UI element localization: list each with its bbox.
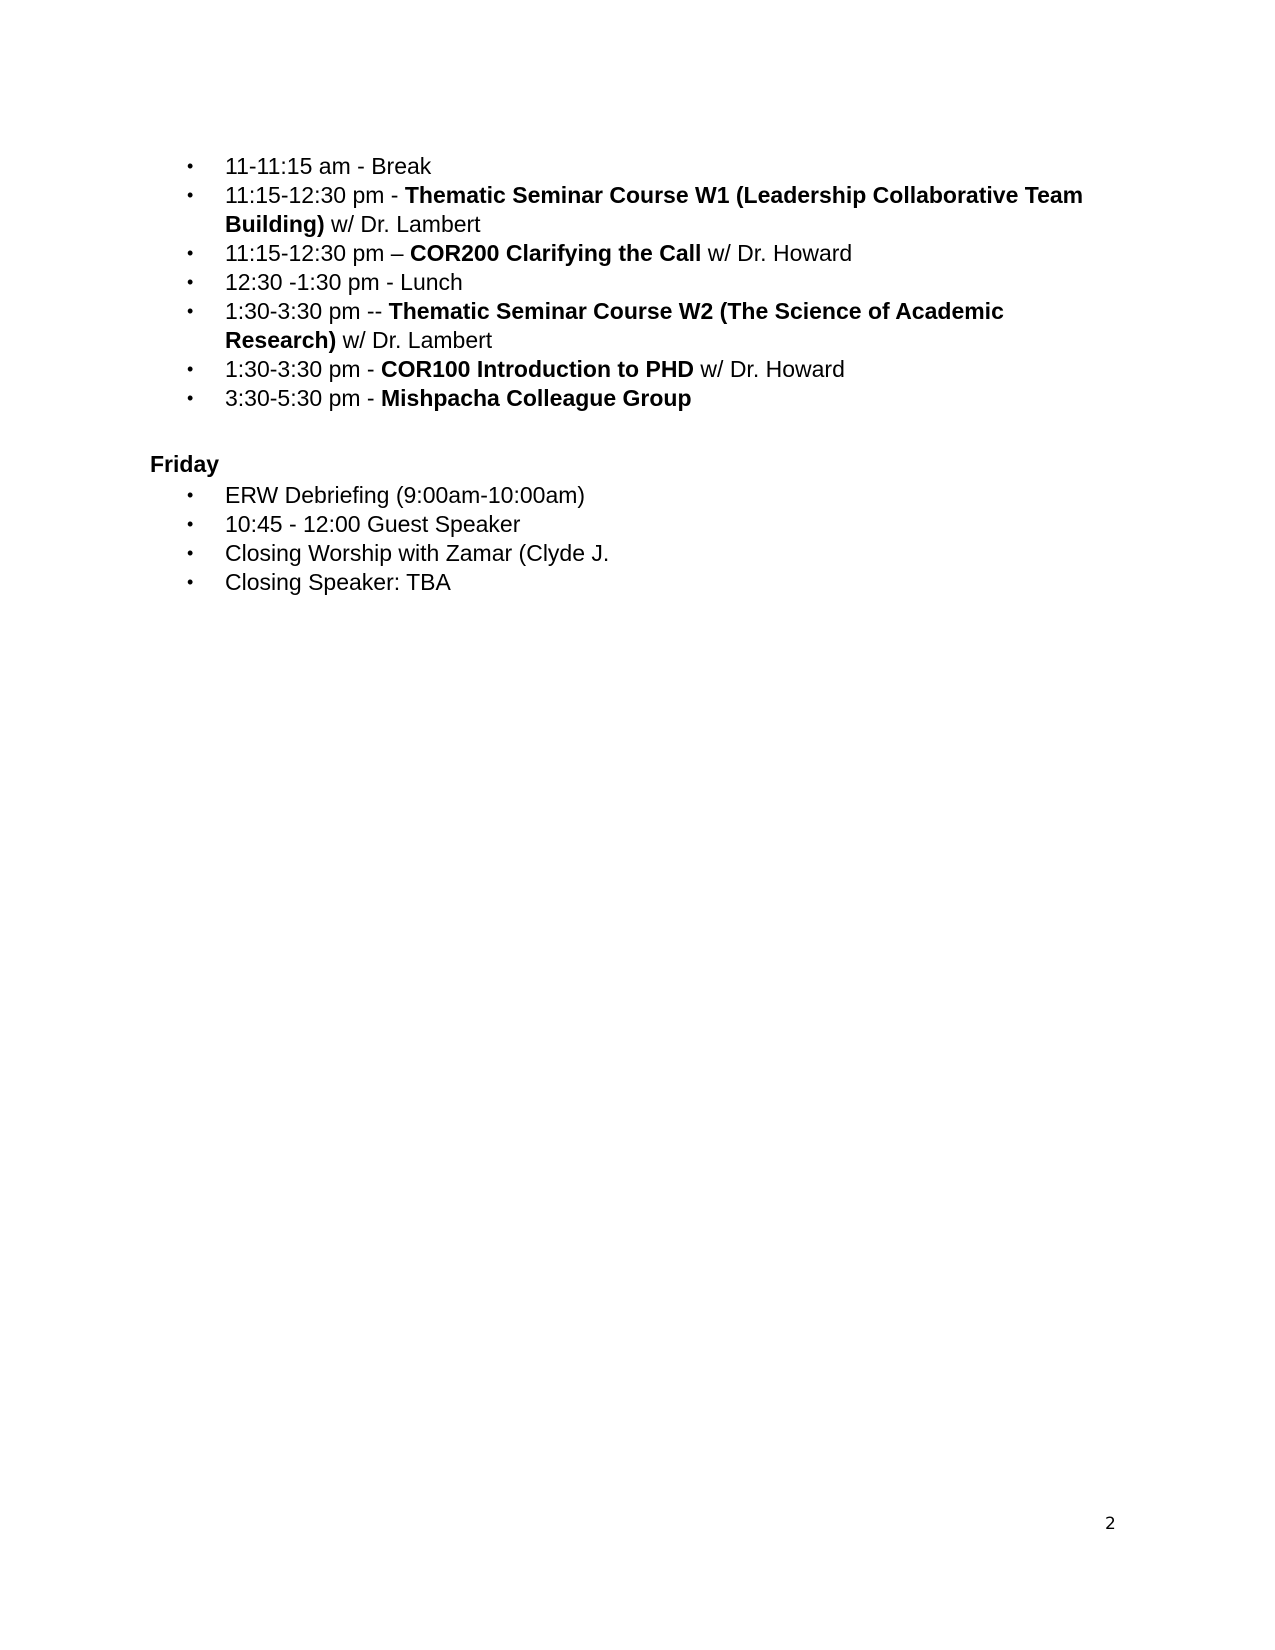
list-item <box>150 355 1110 384</box>
list-item <box>150 152 1110 181</box>
item-separator: - <box>379 269 401 295</box>
item-text: Closing Speaker: TBA <box>225 569 451 595</box>
item-time: 11-11:15 am <box>225 153 351 179</box>
item-separator: - <box>360 356 381 382</box>
bullet-icon: • <box>187 514 194 534</box>
friday-heading: Friday <box>150 451 220 477</box>
list-item <box>150 568 1110 597</box>
item-detail: w/ Dr. Howard <box>694 356 845 382</box>
bullet-icon: • <box>187 543 194 563</box>
item-detail: Lunch <box>400 269 463 295</box>
schedule-list <box>150 152 1110 413</box>
item-time: 11:15-12:30 pm <box>225 240 385 266</box>
item-title: COR100 Introduction to PHD <box>380 356 695 382</box>
item-text: 10:45 - 12:00 Guest Speaker <box>225 511 521 537</box>
list-item <box>150 481 1110 510</box>
item-separator: -- <box>360 298 389 324</box>
bullet-icon: • <box>187 185 194 205</box>
bullet-icon: • <box>187 572 194 592</box>
item-time: 3:30-5:30 pm <box>225 385 361 411</box>
item-detail: w/ Dr. Lambert <box>336 327 493 353</box>
page-number: 2 <box>1105 1514 1116 1534</box>
bullet-icon: • <box>187 243 194 263</box>
item-title: Thematic Seminar Course W2 (The Science of Academic Research) <box>225 298 1004 353</box>
list-item <box>150 510 1110 539</box>
item-text: Closing Worship with Zamar (Clyde J. <box>225 540 610 566</box>
list-item <box>150 268 1110 297</box>
list-item <box>150 384 1110 413</box>
item-title: COR200 Clarifying the Call <box>409 240 702 266</box>
item-time: 12:30 -1:30 pm <box>225 269 380 295</box>
item-detail: w/ Dr. Howard <box>701 240 853 266</box>
item-separator: - <box>350 153 372 179</box>
list-item <box>150 239 1110 268</box>
item-time: 11:15-12:30 pm <box>225 182 385 208</box>
item-separator: - <box>384 182 405 208</box>
bullet-icon: • <box>187 156 194 176</box>
list-item <box>150 181 1110 239</box>
item-text: ERW Debriefing (9:00am-10:00am) <box>225 482 586 508</box>
list-item <box>150 297 1110 355</box>
item-time: 1:30-3:30 pm <box>225 356 361 382</box>
bullet-icon: • <box>187 485 194 505</box>
item-separator: - <box>360 385 381 411</box>
bullet-icon: • <box>187 359 194 379</box>
list-item <box>150 539 1110 568</box>
item-title: Thematic Seminar Course W1 (Leadership Collaborative Team Building) <box>225 182 1084 237</box>
bullet-icon: • <box>187 301 194 321</box>
item-title: Mishpacha Colleague Group <box>380 385 692 411</box>
bullet-icon: • <box>187 272 194 292</box>
item-detail: Break <box>371 153 432 179</box>
item-separator: – <box>384 240 410 266</box>
friday-list <box>150 481 1110 597</box>
item-time: 1:30-3:30 pm <box>225 298 361 324</box>
item-detail: w/ Dr. Lambert <box>324 211 481 237</box>
bullet-icon: • <box>187 388 194 408</box>
